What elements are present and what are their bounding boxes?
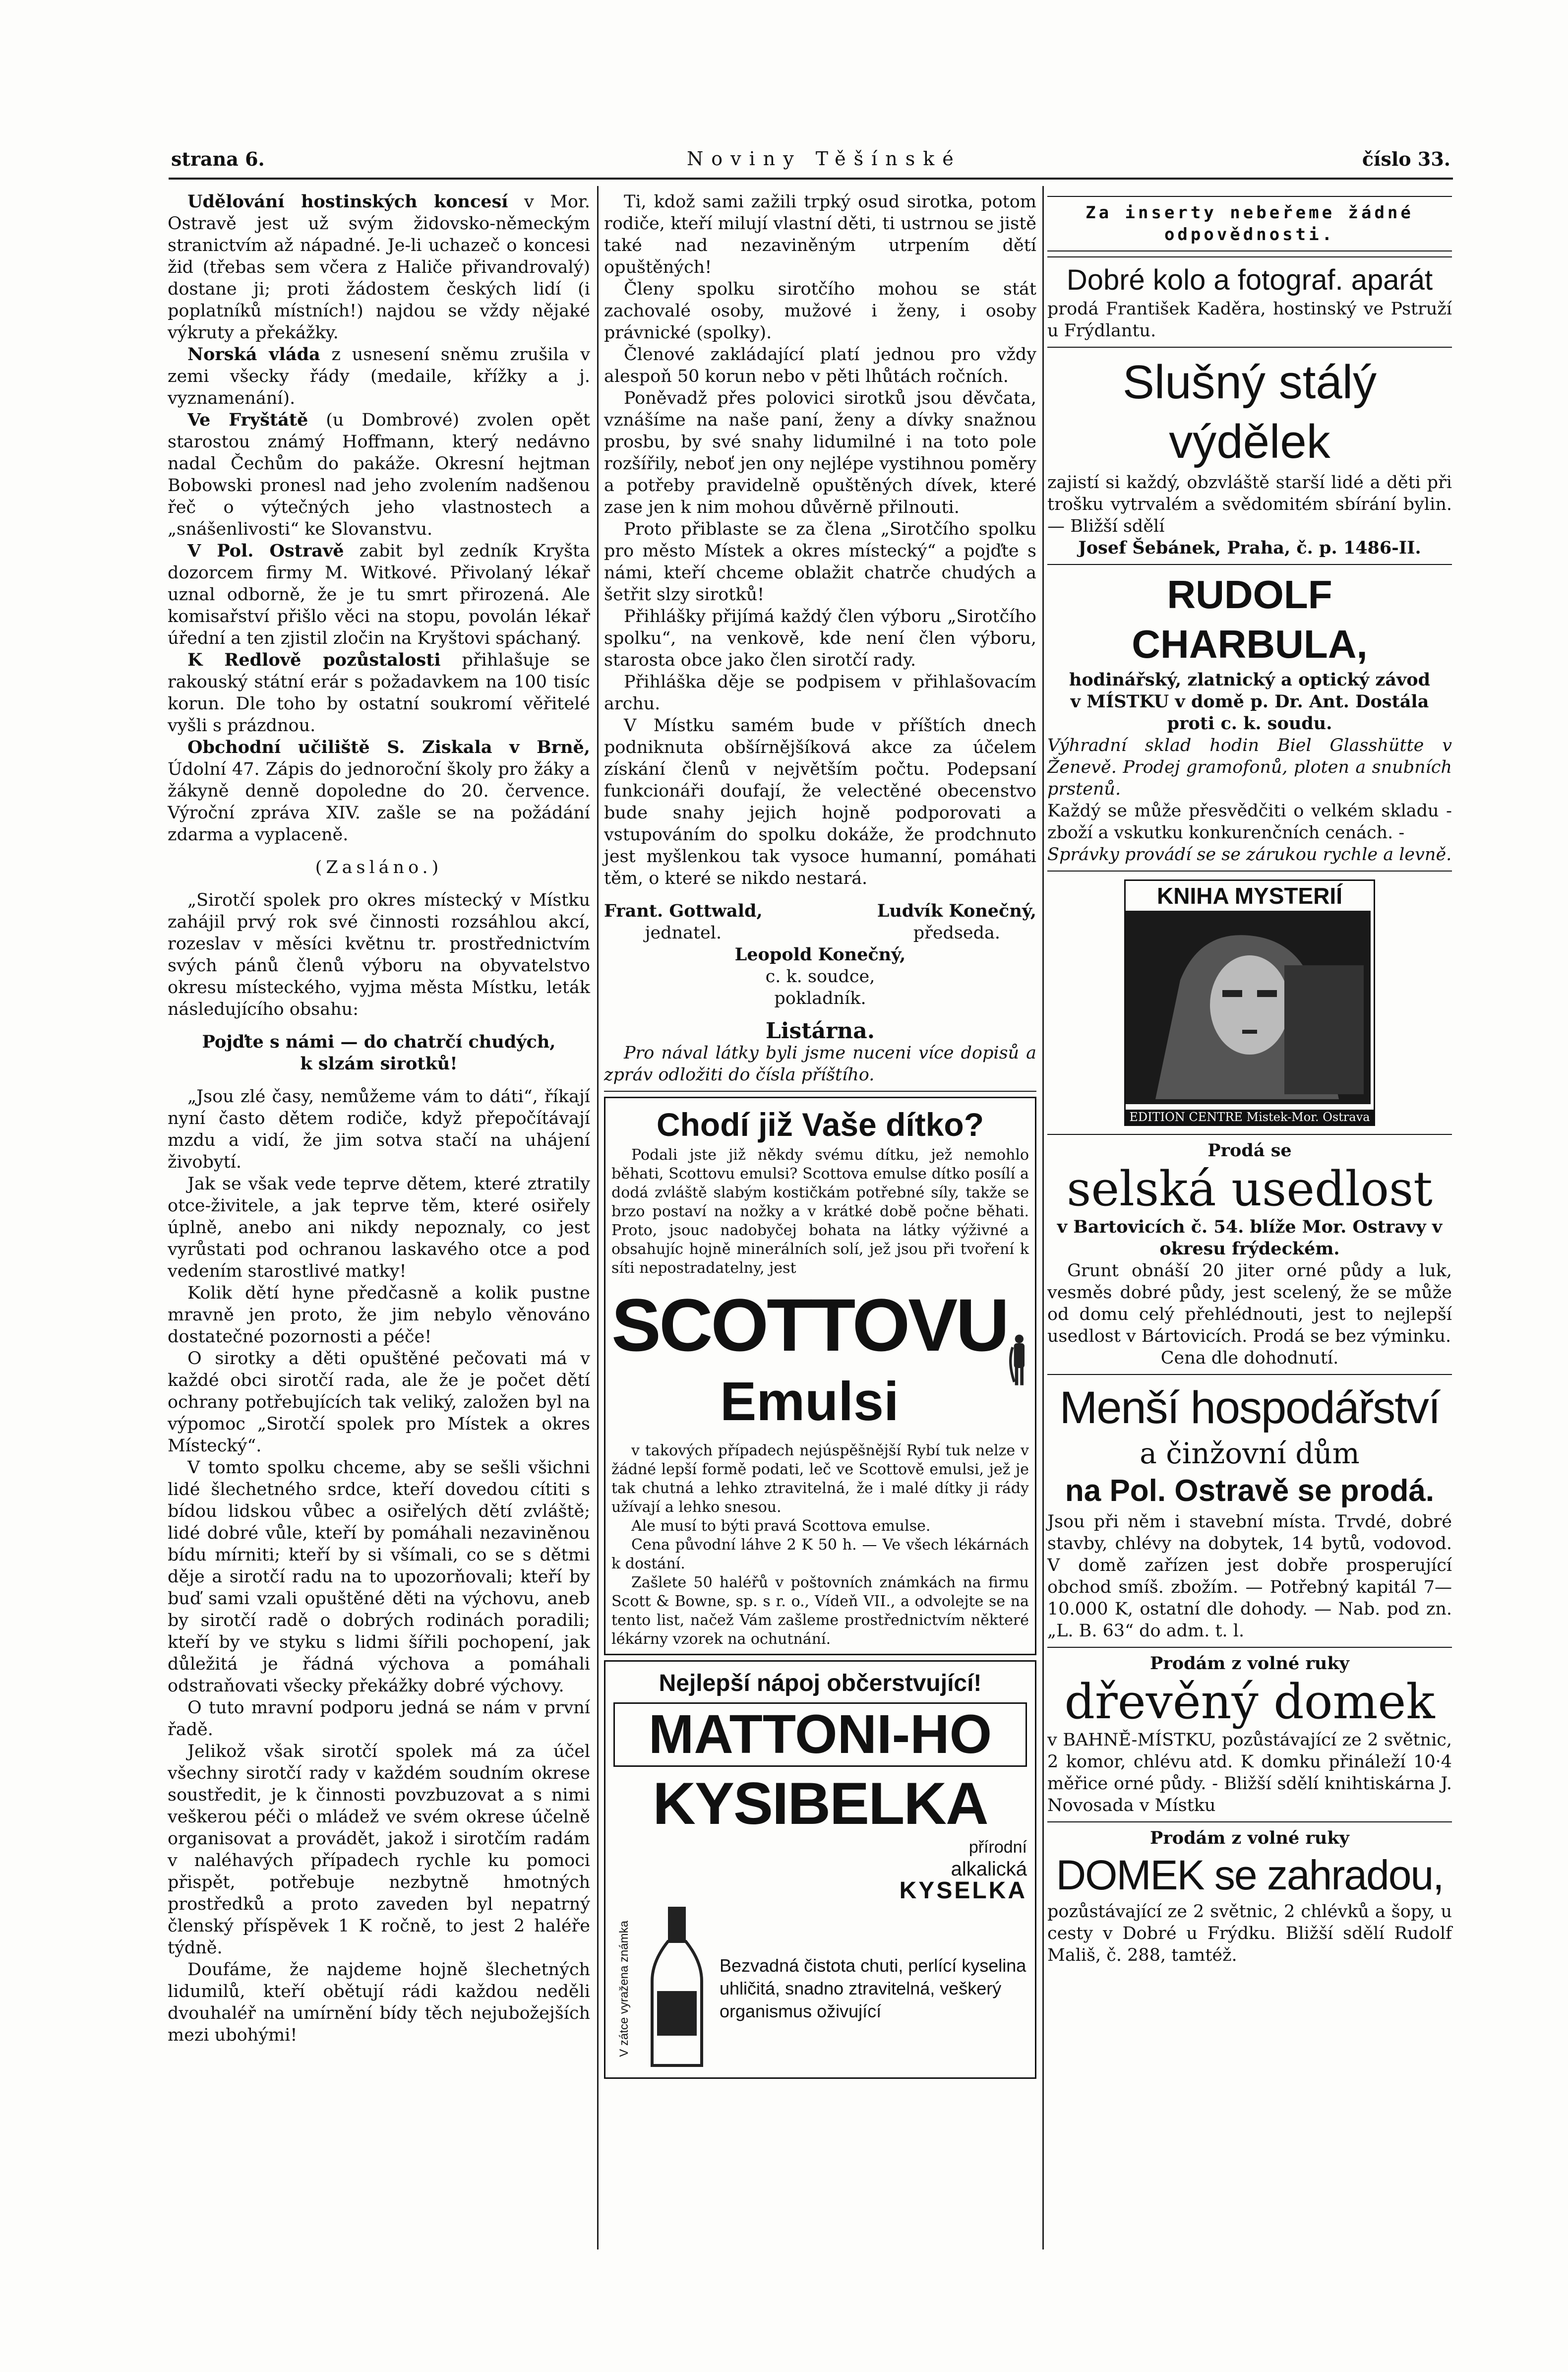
scott-ad [604, 1097, 1036, 1655]
sirotci-c2-p7: Přihláška děje se podpisem v přihlašovacím archu. [604, 672, 1036, 714]
article-koncese [168, 191, 590, 344]
bottle-icon [642, 1907, 712, 2070]
sirotci-p11: O sirotky a děti opuštěné pečovati má v každé obci sirotčí rada, ale že je počet dětí ochrany potřebujících tak veliký, založen byl na výpomoc „Sirotčí spolek pro Místek a okres Místecký“. [168, 1349, 590, 1456]
ad-usedlost-text: Grunt obnáší 20 jiter orné půdy a luk, vesměs dobré půdy, jest scelený, že se může od domu celý přehlédnouti, jest to nejlepší usedlost v Bártovicích. Prodá se bez výminku. [1047, 1261, 1452, 1346]
article-norska-head: Norská vláda [187, 344, 320, 365]
divider [1047, 196, 1452, 197]
article-uciliste-head: Obchodní učiliště S. Ziskala v Brně, [187, 737, 590, 757]
sirotci-intro: „Sirotčí spolek pro okres místecký v Místku zahájil prvý rok své činnosti rozsáhlou akcí, rozeslav v měsíci květnu tr. prostřednictvím svých pánů členů výboru na obyvatelstvo okresu místeckého, vyjma města Místku, leták následujícího obsahu: [168, 890, 590, 1019]
ad-zahrada-top: Prodám z volné ruky [1150, 1828, 1349, 1848]
article-norska-body: z usnesení sněmu zrušila v zemi všecky řády (medaile, křížky a j. vyznamenání). [168, 345, 590, 408]
zaslano-heading: (Zasláno.) [315, 858, 443, 877]
article-redl-head: K Redlově pozůstalosti [187, 650, 441, 670]
book-cover-image [1126, 911, 1371, 1104]
scott-heading: Chodí již Vaše dítko? [656, 1106, 984, 1143]
ad-kniha-mysterii [1124, 879, 1375, 1126]
divider [1047, 1374, 1452, 1375]
scott-brand-emulsi: Emulsi [720, 1371, 899, 1432]
sirotci-p12: V tomto spolku chceme, aby se sešli všichni lidé šlechetného srdce, kteří dovedou cítiti s bídou lidskou vůbec a osiřelých dětí zvláště; lidé dobré vůle, kteří by pomáhali nezaviněnou bídu mírniti; kteří by si všímali, co se s dětmi děje a sirotčí radu na to upozorňovali; kteří by buď sami vzali opuštěné děti na výchovu, aneb by sirotčí radě o dobrých rodinách poradili; kteří by ve styku s lidmi šířili pochopení, jak důležitá je řádná výchova a pomáhali odstraňovati všecky překážky dobré výchovy. [168, 1458, 590, 1696]
column-2 [604, 191, 1036, 2084]
column-1 [168, 191, 590, 2046]
article-frystat-head: Ve Fryštátě [187, 410, 308, 430]
ad-zahrada-heading: DOMEK se zahradou, [1056, 1852, 1444, 1898]
mattoni-stamp-text: V zátce vyražena známka [617, 1920, 631, 2057]
listarna-body: Pro nával látky byli jsme nuceni více dopisů a zpráv odložiti do čísla příštího. [604, 1043, 1036, 1085]
mattoni-bottom [613, 1907, 1027, 2070]
article-frystat-body: (u Dombrové) zvolen opět starostou známý Hoffmann, který nedávno nadal Čechům do pakáže. Okresní hejtman Bobowski pronesl nad jeho zvolením nadšenou řeč o výtečných jeho vlastnostech a „snášenlivosti“ ke Slovanstvu. [168, 410, 590, 539]
signature-gottwald [604, 900, 763, 944]
ad-domek-heading: dřevěný domek [1064, 1674, 1435, 1730]
ad-hospodarstvi-loc: na Pol. Ostravě se prodá. [1065, 1474, 1435, 1508]
sirotci-p9: Jak se však vede teprve dětem, které ztratily otce-živitele, a jak teprve těm, které osiřely úplně, anebo ani nikdy nepoznaly, co jest vyrůstati pod ochranou laskavého otce a pod vedením starostlivé matky! [168, 1174, 590, 1281]
article-ostrava-head: V Pol. Ostravě [187, 541, 344, 561]
ad-domek-text: v BAHNĚ-MÍSTKU, pozůstávající ze 2 světnic, 2 komor, chlévu atd. K domku přináleží 10·4 měřice orné půdy. - Bližší sdělí knihtiskárna J. Novosada v Místku [1047, 1730, 1452, 1815]
slogan-2-text: k slzám sirotků! [300, 1054, 458, 1074]
mattoni-name: MATTONI-HO [613, 1702, 1027, 1767]
ad-vydelek-sign: Josef Šebánek, Praha, č. p. 1486-II. [1078, 538, 1421, 558]
sig2-role: předseda. [913, 923, 1001, 943]
mattoni-prirodni: přírodní [968, 1838, 1027, 1857]
divider [1047, 1134, 1452, 1135]
mattoni-ad [604, 1660, 1036, 2079]
article-koncese-head: Udělování hostinských koncesí [187, 191, 508, 212]
divider [1047, 871, 1452, 872]
issue-number: číslo 33. [1362, 148, 1450, 170]
article-redl [168, 649, 590, 737]
ad-vydelek-heading: Slušný stálý výdělek [1122, 356, 1377, 468]
divider [1047, 250, 1452, 251]
sig3-role2: pokladník. [774, 989, 866, 1008]
signatures-row [604, 900, 1036, 944]
sig2-name: Ludvík Konečný, [877, 901, 1036, 921]
ad-hospodarstvi-text: Jsou při něm i stavební místa. Trvdé, dobré stavby, chlévy na dobytek, 14 bytů, vodovod. V domě zařízen jest dobře prosperující obchod smíš. zbožím. — Potřebný kapitál 7—10.000 K, ostatní dle dohody. — Nab. pod zn. „L. B. 63“ do adm. t. l. [1047, 1512, 1452, 1641]
fisherman-icon [1008, 1278, 1029, 1441]
ad-charbula-t3: Správky provádí se se zárukou rychle a levně. [1047, 845, 1452, 865]
ad-usedlost-price: Cena dle dohodnutí. [1160, 1348, 1339, 1368]
sirotci-c2-p5: Proto přiblaste se za člena „Sirotčího spolku pro město Místek a okres místecký“ a pojďte s námi, kteří chceme oblažit chatrče chudých a šetřit slzy sirotků! [604, 519, 1036, 605]
ad-hospodarstvi-mid: a činžovní dům [1140, 1436, 1360, 1470]
article-redl-body: přihlašuje se rakouský státní erár s požadavkem na 100 tisíc korun. Dle toho by ostatní soukromí věřitelé vyšli s prázdnou. [168, 650, 590, 736]
ad-usedlost-top: Prodá se [1207, 1140, 1292, 1161]
article-uciliste [168, 737, 590, 846]
sirotci-c2-p6: Přihlášky přijímá každý člen výboru „Sirotčího spolku“, na venkově, kde není člen výboru, starosta obce jako člen sirotčí rady. [604, 607, 1036, 670]
divider [1047, 564, 1452, 565]
scott-text-5: Zašlete 50 haléřů v poštovních známkách na firmu Scott & Bowne, sp. s r. o., Vídeň VII., a odvolejte se na tento list, načež Vám zašleme prostřednictvím některé lékárny vzorek na ochutnání. [611, 1574, 1029, 1648]
slogan-line-1 [168, 1031, 590, 1053]
article-ostrava-body: zabit byl zedník Kryšta dozorcem firmy M. Witkové. Přivolaný lékař uznal odborně, že je tu smrt přirozená. Ale komisařství přišlo věci na stopu, povolán lékař úřední a ten zjistil zločin na Kryštovi spáchaný. [168, 541, 590, 648]
mattoni-kysibelka: KYSIBELKA [653, 1770, 988, 1837]
notice-line-1: Za inserty nebeřeme žádné [1086, 203, 1414, 223]
mattoni-sub [613, 1836, 1027, 1902]
slogan-1-text: Pojďte s námi — do chatrčí chudých, [202, 1032, 556, 1052]
scott-text-3: Ale musí to býti pravá Scottova emulse. [631, 1517, 931, 1535]
article-koncese-body: v Mor. Ostravě jest už svým židovsko-německým stranictvím až nápadné. Je-li uchazeč o koncesi žid (třebas sem včera z Haliče přivandrovalý) dostane ji; proti žádostem českých lidí (i poplatníků místních!) najdou se vždy nějaké výkruty a překážky. [168, 192, 590, 343]
mattoni-alkalicka: alkalická [951, 1858, 1027, 1880]
page-header [171, 148, 1450, 173]
ad-charbula-sub: hodinářský, zlatnický a optický závod [1069, 670, 1431, 690]
sirotci-c2-p1: Ti, kdož sami zažili trpký osud sirotka, potom rodiče, kteří milují vlastní děti, ti ustrnou se jistě také nad nezaviněným utrpením dětí opuštěných! [604, 192, 1036, 277]
ad-charbula-heading: RUDOLF CHARBULA, [1132, 572, 1368, 666]
sig1-role: jednatel. [645, 923, 722, 943]
ad-kolo-text: prodá František Kaděra, hostinský ve Pstruží u Frýdlantu. [1047, 299, 1452, 341]
scott-text-1: Podali jste již někdy svému dítku, jež nemohlo běhati, Scottovu emulsi? Scottova emulse dítko posílí a dodá zvláště slabým kostičkám potřebné síly, takže se brzo postaví na nožky a v krátké době počne běhati. Proto, jsouc nadobyčej bohata na látky výživné a obsahujíc hojně minerálních solí, jež jsou při tvoření k síti nepostradatelny, jest [611, 1146, 1029, 1277]
column-divider-2 [1042, 186, 1044, 2249]
scott-text-2: v takových případech nejúspěšnější Rybí tuk nelze v žádné lepší formě podati, leč ve Scottově emulsi, jež je tak chutná a lehko ztravitelná, že i malé dítky ji rády užívají a lehko snesou. [611, 1442, 1029, 1516]
sirotci-c2-p2: Členy spolku sirotčího mohou se stát zachovalé osoby, mužové i ženy, i osoby právnické (spolky). [604, 279, 1036, 343]
ad-hospodarstvi-heading: Menší hospodářství [1059, 1382, 1440, 1433]
ad-kniha-foot: EDITION CENTRE Mistek-Mor. Ostrava [1126, 1110, 1374, 1124]
ad-kniha-heading: KNIHA MYSTERIÍ [1157, 883, 1342, 909]
scott-text-4: Cena původní láhve 2 K 50 h. — Ve všech lékárnách k dostání. [611, 1536, 1029, 1572]
scott-brand-big: SCOTTOVU [611, 1283, 1008, 1367]
ad-usedlost-loc: v Bartovicích č. 54. blíže Mor. Ostravy v okresu frýdeckém. [1057, 1217, 1443, 1259]
mattoni-text: Bezvadná čistota chuti, perlící kyselina uhličitá, snadno ztravitelná, veškerý organismus oživující [720, 1955, 1026, 2021]
ad-charbula-t1: Výhradní sklad hodin Biel Glasshütte v Ženevě. Prodej gramofonů, ploten a snubních prstenů. [1047, 736, 1452, 799]
ad-charbula-loc: v MÍSTKU v domě p. Dr. Ant. Dostála proti c. k. soudu. [1070, 691, 1429, 734]
sirotci-p14: Jelikož však sirotčí spolek má za účel všechny sirotčí rady v každém soudním okrese soustředit, je k činnosti povzbuzovat a s nimi veškerou péči o mládež ve svém okrese účelně organisovat a provádět, jakož i sirotčím radám v naléhavých případech rychle ku pomoci přispět, potřebuje nezbytně hmotných prostředků a proto zaveden byl nepatrný členský příspěvek 1 K ročně, to jest 2 haléře týdně. [168, 1742, 590, 1958]
notice-line-2: odpovědnosti. [1164, 225, 1335, 245]
scott-brand-text [611, 1283, 1008, 1436]
divider [1047, 1647, 1452, 1648]
sirotci-c2-p8: V Místku samém bude v příštích dnech podniknuta obšírnějšíková akce za účelem získání členů v největším počtu. Podepsaní funkcionáři doufají, že velectěné obecenstvo bude snahy jejich hojně podporovati a vstupováním do spolku dokáže, že prodchnuto jest myšlenkou tak vysoce humanní, pomáhati těm, o které se nikdo nestará. [604, 716, 1036, 888]
divider [1047, 256, 1452, 257]
sirotci-p13: O tuto mravní podporu jedná se nám v první řadě. [168, 1698, 590, 1740]
ad-domek-top: Prodám z volné ruky [1150, 1653, 1349, 1674]
sirotci-c2-p3: Členové zakládající platí jednou pro vždy alespoň 50 korun nebo v pěti lhůtách ročních. [604, 345, 1036, 386]
article-uciliste-body: Údolní 47. Zápis do jednoroční školy pro žáky a žákyně denně dopoledne do 20. července. Výroční zpráva XIV. zašle se na požádání zdarma a vyplaceně. [168, 759, 590, 845]
article-norska [168, 344, 590, 409]
column-divider-1 [597, 186, 599, 2249]
mattoni-kyselka: KYSELKA [899, 1877, 1027, 1904]
mattoni-top: Nejlepší nápoj občerstvující! [659, 1670, 982, 1696]
divider [1047, 347, 1452, 348]
signature-konecny-leopold [604, 944, 1036, 1009]
sig3-role: c. k. soudce, [765, 967, 875, 987]
page-number: strana 6. [171, 148, 265, 170]
sirotci-p8: „Jsou zlé časy, nemůžeme vám to dáti“, říkají nyní často dětem rodiče, když přepočítávají mzdu a vidí, že jim sotva stačí na uhájení živobytí. [168, 1087, 590, 1172]
ad-kolo-heading: Dobré kolo a fotograf. aparát [1066, 264, 1433, 296]
ad-usedlost-heading: selská usedlost [1067, 1161, 1433, 1217]
slogan-line-2 [168, 1053, 590, 1075]
sig3-name: Leopold Konečný, [734, 944, 906, 965]
scott-brand-row [611, 1278, 1029, 1441]
ad-zahrada-text: pozůstávající ze 2 světnic, 2 chlévků a šopy, u cesty v Dobré u Frýdku. Bližší sdělí Rudolf Mališ, č. 288, tamtéž. [1047, 1902, 1452, 1965]
listarna-heading [604, 1020, 1036, 1042]
header-rule [169, 178, 1453, 180]
divider [1047, 1821, 1452, 1822]
listarna-text: Listárna. [765, 1018, 875, 1044]
sig1-name: Frant. Gottwald, [604, 901, 763, 921]
sirotci-p10: Kolik dětí hyne předčasně a kolik pustne mravně jen proto, že jim nebylo věnováno dostatečné pozornosti a péče! [168, 1283, 590, 1347]
signature-konecny-l [877, 900, 1036, 944]
sirotci-c2-p4: Poněvadž přes polovici sirotků jsou děvčata, vznášíme na naše paní, ženy a dívky snažnou prosbu, by své snahy lidumilné i na toto pole rozšířily, neboť jen ony nejlépe vystihnou poměry a potřeby pravidelně opuštěných dívek, které zase jen k nim mohou důvěrně přilnouti. [604, 388, 1036, 517]
article-ostrava [168, 540, 590, 649]
ad-vydelek-text: zajistí si každý, obzvláště starší lidé a děti při trošku vytrvalém a svědomitém sbírání bylin. — Bližší sdělí [1047, 473, 1452, 536]
sirotci-p15: Doufáme, že najdeme hojně šlechetných lidumilů, kteří obětují rádi každou neděli dvouhaléř na umírnění bídy těch nejubožejších mezi ubohými! [168, 1960, 590, 2045]
column-3 [1047, 191, 1452, 1966]
newspaper-title: Noviny Těšínské [687, 148, 962, 170]
article-frystat [168, 409, 590, 540]
divider [604, 1091, 1036, 1092]
ad-charbula-t2: Každý se může přesvědčiti o velkém skladu - zboží a vskutku konkurenčních cenách. - [1047, 801, 1452, 843]
